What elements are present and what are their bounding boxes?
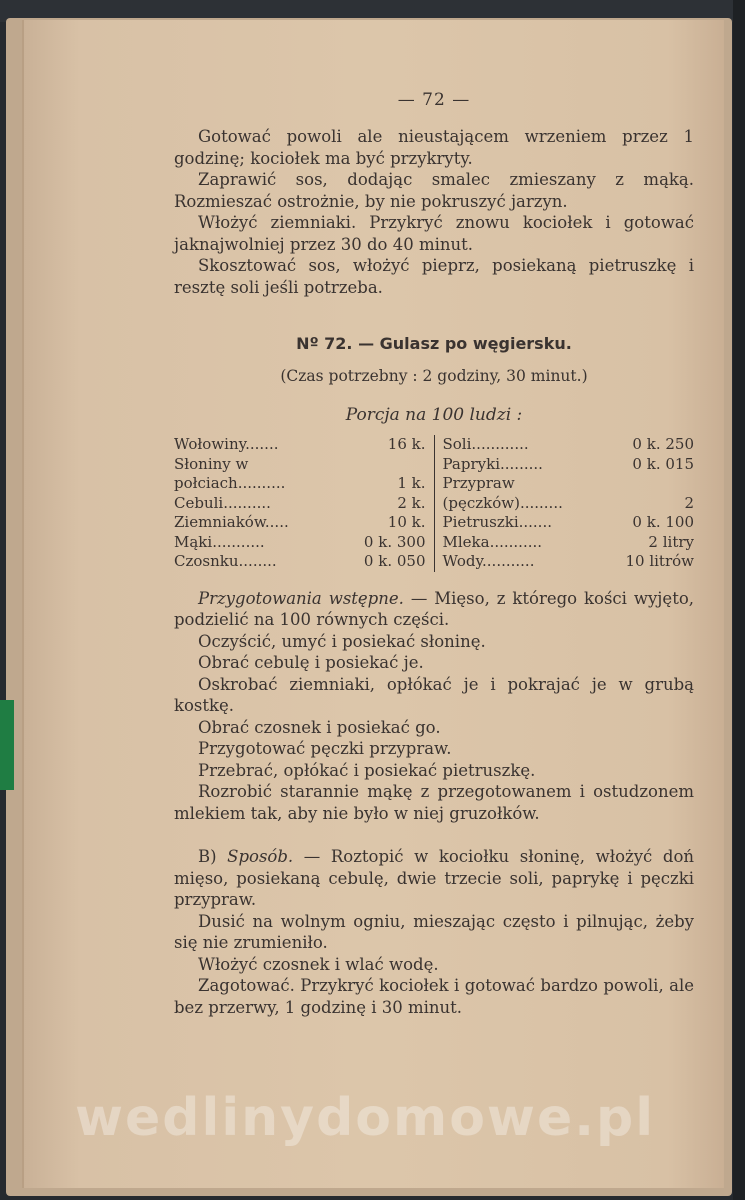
ingredient-row xyxy=(443,552,695,572)
ingredient-name: Wody........... xyxy=(442,552,535,570)
paragraph: Włożyć czosnek i wlać wodę. xyxy=(198,954,439,974)
ingredient-row xyxy=(443,435,695,455)
ingredient-row xyxy=(174,552,426,572)
ingredient-row xyxy=(174,455,426,494)
portion-heading: Porcja na 100 ludzi : xyxy=(345,405,523,425)
paragraph: Gotować powoli ale nieustającem wrzeniem przez 1 godzinę; kociołek ma być przykryty. xyxy=(174,127,694,168)
ingredient-name: Ziemniaków..... xyxy=(174,513,289,531)
ingredient-name: Pietruszki....... xyxy=(442,513,552,531)
ingredient-row xyxy=(443,474,695,513)
spacer xyxy=(174,824,694,846)
paragraph: Dusić na wolnym ogniu, mieszając często i pilnując, żeby się nie zrumieniło. xyxy=(174,911,694,952)
page-number: — 72 — xyxy=(397,90,471,110)
ingredient-row xyxy=(174,494,426,514)
paragraph: Zagotować. Przykryć kociołek i gotować bardzo powoli, ale bez przerwy, 1 godzinę i 30 minut. xyxy=(174,976,694,1017)
ingredient-name: Soli............ xyxy=(442,435,529,453)
ingredient-qty: 16 k. xyxy=(387,435,426,453)
watermark: wedlinydomowe.pl xyxy=(74,1088,656,1148)
ingredient-name: Mleka........... xyxy=(442,532,543,551)
ingredient-qty: 0 k. 100 xyxy=(632,513,694,531)
ingredient-row xyxy=(443,513,695,533)
ingredients-right-column xyxy=(435,435,695,572)
paragraph: Obrać cebulę i posiekać je. xyxy=(198,653,424,672)
ingredient-qty: 2 k. xyxy=(397,493,426,512)
prep-label: Przygotowania wstępne. xyxy=(198,588,404,608)
paragraph: Oczyścić, umyć i posiekać słoninę. xyxy=(198,631,486,651)
book-page xyxy=(22,20,724,1188)
ingredient-qty: 2 litry xyxy=(648,532,694,551)
method-text: — Roztopić w kociołku słoninę, włożyć doń mięso, posiekaną cebulę, dwie trzecie soli, paprykę i pęczki przypraw. xyxy=(174,847,695,909)
ingredient-qty: 10 k. xyxy=(387,513,426,531)
paragraph: Włożyć ziemniaki. Przykryć znowu kociołek i gotować jaknajwolniej przez 30 do 40 minut. xyxy=(174,213,694,254)
ingredients-table xyxy=(174,435,694,572)
page-text-block xyxy=(174,90,694,1018)
paragraph: Skosztować sos, włożyć pieprz, posiekaną pietruszkę i resztę soli jeśli potrzeba. xyxy=(174,256,694,297)
ingredient-row xyxy=(174,513,426,533)
ingredient-name: Czosnku........ xyxy=(174,552,277,570)
green-bookmark xyxy=(0,700,14,790)
ingredient-row xyxy=(174,435,426,455)
paragraph: Przygotować pęczki przypraw. xyxy=(198,739,452,758)
paragraph: Zaprawić sos, dodając smalec zmieszany z mąką. Rozmieszać ostrożnie, by nie pokruszyć jarzyn. xyxy=(174,170,694,211)
ingredient-name: Cebuli.......... xyxy=(174,493,271,512)
ingredient-qty: 0 k. 050 xyxy=(363,552,426,570)
paragraph: Obrać czosnek i posiekać go. xyxy=(198,717,441,737)
ingredient-qty: 1 k. xyxy=(397,474,426,492)
ingredient-row xyxy=(174,533,426,553)
prep-paragraph xyxy=(174,588,694,631)
ingredient-name: Papryki......... xyxy=(442,454,543,473)
ingredient-qty: 10 litrów xyxy=(625,552,694,570)
ingredient-name: Słoniny w połciach.......... xyxy=(174,454,286,492)
method-paragraph xyxy=(174,846,694,911)
paragraph: Oskrobać ziemniaki, opłókać je i pokrajać je w grubą kostkę. xyxy=(174,674,694,715)
ingredient-qty: 2 xyxy=(684,493,694,512)
prep-text: — Mięso, z którego kości wyjęto, podzielić na 100 równych części. xyxy=(174,588,694,629)
ingredient-name: Przypraw (pęczków)......... xyxy=(442,474,563,512)
ingredient-row xyxy=(443,533,695,553)
recipe-title: Nº 72. — Gulasz po węgiersku. xyxy=(296,334,572,353)
ingredient-name: Mąki........... xyxy=(174,532,265,551)
paragraph: Przebrać, opłókać i posiekać pietruszkę. xyxy=(198,760,536,780)
ingredient-qty: 0 k. 250 xyxy=(632,435,694,453)
ingredient-row xyxy=(443,455,695,475)
time-note: (Czas potrzebny : 2 godziny, 30 minut.) xyxy=(280,367,588,385)
method-label: Sposób. xyxy=(227,847,294,866)
ingredient-qty: 0 k. 015 xyxy=(632,454,694,473)
ingredients-left-column xyxy=(174,435,435,572)
ingredient-qty: 0 k. 300 xyxy=(363,532,426,551)
paragraph: Rozrobić starannie mąkę z przegotowanem i ostudzonem mlekiem tak, aby nie było w niej gruzołków. xyxy=(174,782,694,823)
method-prefix: B) xyxy=(198,847,228,866)
ingredient-name: Wołowiny....... xyxy=(174,435,279,453)
background-right-edge xyxy=(733,0,745,1200)
